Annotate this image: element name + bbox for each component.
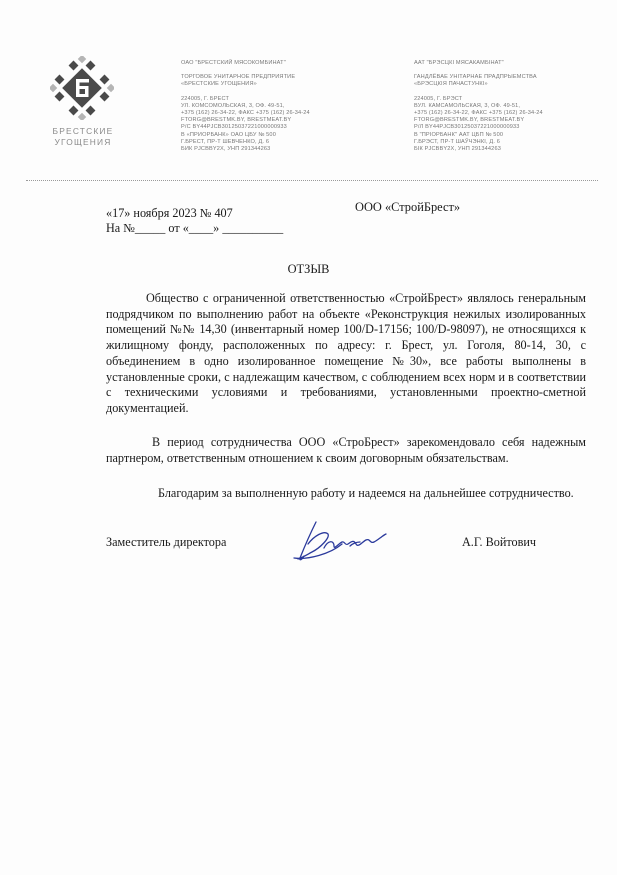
letterhead-line: +375 (162) 26-34-22, ФАКС +375 (162) 26-34-24 [181,110,310,117]
letterhead-line: «БРЕСТСКИЕ УГОЩЕНИЯ» [181,81,257,88]
letterhead-line: FTORG@BRESTMK.BY, BRESTMEAT.BY [414,117,525,124]
letterhead-line: ОАО "БРЕСТСКИЙ МЯСОКОМБИНАТ" [181,60,286,66]
signatory-name: А.Г. Войтович [462,535,537,549]
logo-caption-line: БРЕСТСКИЕ [52,126,114,136]
signatory-role: Заместитель директора [106,535,227,549]
letter-paragraph: В период сотрудничества ООО «СтроБрест» зарекомендовало себя надежным партнером, ответственным отношением к своим договорным обязательствам. [106,435,586,465]
letterhead-line: +375 (162) 26-34-22, ФАКС +375 (162) 26-34-24 [414,110,543,117]
letterhead-line: FTORG@BRESTMK.BY, BRESTMEAT.BY [181,117,292,124]
letter-title: ОТЗЫВ [287,262,330,276]
letterhead-line: 224005, Г. БРЭСТ [414,95,463,102]
letter-recipient: ООО «СтройБрест» [355,200,461,214]
letterhead-line: БІК PJCBBY2X, УНП 291344263 [414,146,501,153]
letter-date-number: «17» ноября 2023 № 407 [106,206,233,220]
letterhead-line: Г.БРЭСТ, ПР-Т ШАЎЧЭНКІ, Д. 6 [414,138,500,145]
letter-reference-line: На №_____ от «____» __________ [106,221,284,235]
letterhead-line: В «ПРИОРБАНК» ОАО ЦБУ № 500 [181,131,276,138]
letterhead-line: БИК PJCBBY2X, УНП 291344263 [181,146,271,153]
letterhead-line: ВУЛ. КАМСАМОЛЬСКАЯ, 3, ОФ. 49-51, [414,102,521,109]
letterhead-line: «БРЭСЦКІЯ ПАЧАСТУНКІ» [414,81,488,88]
letterhead-gap [414,89,614,96]
letterhead-line: УЛ. КОМСОМОЛЬСКАЯ, 3, ОФ. 49-51, [181,102,285,109]
letterhead-belarusian-block [414,60,614,153]
letterhead-line: Г.БРЕСТ, ПР-Т ШЕВЧЕНКО, Д. 6 [181,138,270,145]
letterhead-russian-block [181,60,381,153]
logo-caption-line: УГОЩЕНИЯ [54,137,112,147]
letter-paragraph: Благодарим за выполненную работу и надеемся на дальнейшее сотрудничество. [158,486,574,500]
letterhead-line: ТОРГОВОЕ УНИТАРНОЕ ПРЕДПРИЯТИЕ [181,74,296,81]
letterhead-line: В "ПРІОРБАНК" ААТ ЦБП № 500 [414,131,504,138]
letterhead-gap [181,67,381,74]
letterhead-gap [181,89,381,96]
letterhead-line: ААТ "БРЭСЦКІ МЯСАКАМБІНАТ" [414,60,504,66]
letterhead-line: Р/С BY44PJCB30125037221000000933 [181,124,287,131]
handwritten-signature-icon [290,514,400,566]
brest-meat-plant-ornament-icon [50,56,114,120]
letter-paragraph: Общество с ограниченной ответственностью «СтройБрест» являлось генеральным подрядчиком по выполнению работ на объекте «Реконструкция нежилых изолированных помещений №№ 14,30 (инвентарный номер 100/D-17156; 100/D-98097), не относящихся к жилищному фонду, расположенных по адресу: г. Брест, ул. Гоголя, 80-14, 30, с объединением в одно изолированное помещение №30», все работы выполнены в установленные сроки, с надлежащим качеством, с соблюдением всех норм и в соответствии с техническими условиями и требованиями, установленными проектно-сметной документацией. [106,291,586,415]
letterhead-line: Р/Л BY44PJCB30125037221000000933 [414,124,520,131]
letterhead-line: ГАНДЛЁВАЕ УНІТАРНАЕ ПРАДПРЫЕМСТВА [414,74,537,81]
logo-caption [40,126,126,148]
letterhead-line: 224005, Г. БРЕСТ [181,95,230,102]
letterhead-divider [26,180,598,181]
